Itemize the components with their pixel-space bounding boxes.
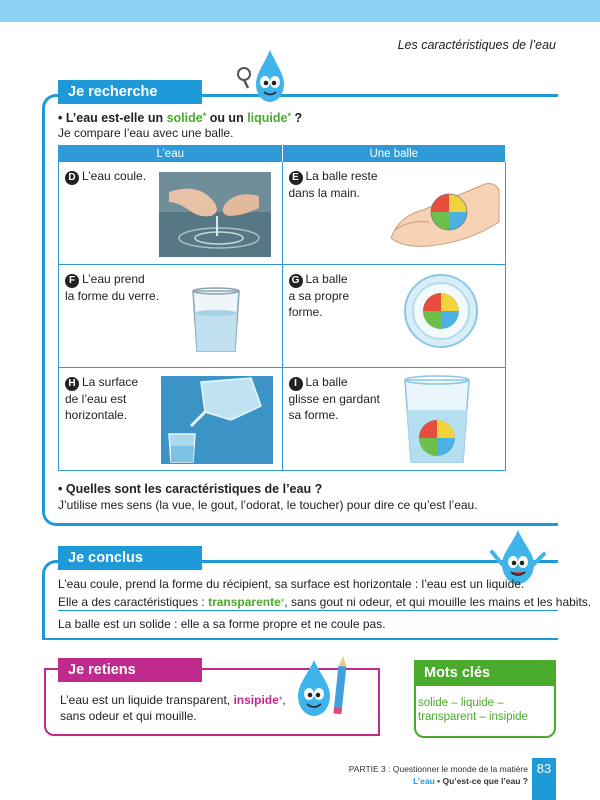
comparison-table bbox=[58, 145, 506, 471]
footer-chapter: L’eau • Qu’est-ce que l’eau ? bbox=[413, 776, 528, 786]
ball-in-dish-picture bbox=[403, 273, 479, 349]
page-number: 83 bbox=[532, 758, 556, 800]
column-header-balle: Une balle bbox=[282, 146, 506, 162]
retiens-tab: Je retiens bbox=[58, 658, 202, 682]
droplet-mascot-magnifier bbox=[230, 48, 296, 104]
glass-of-water-picture bbox=[189, 287, 243, 355]
table-cell: G La balle a sa propre forme. bbox=[282, 265, 506, 368]
table-cell: E La balle reste dans la main. bbox=[282, 162, 506, 265]
table-cell: F L’eau prend la forme du verre. bbox=[59, 265, 283, 368]
droplet-mascot-pencil bbox=[288, 656, 352, 722]
letter-badge: G bbox=[289, 274, 303, 288]
mots-cles-line-1: solide – liquide – bbox=[418, 697, 504, 709]
ball-in-hand-picture bbox=[389, 176, 501, 250]
question-solide-liquide: • L’eau est-elle un solide* ou un liquide* ? bbox=[58, 111, 303, 125]
table-cell: I La balle glisse en gardant sa forme. bbox=[282, 368, 506, 471]
letter-badge: D bbox=[65, 171, 79, 185]
recherche-tab: Je recherche bbox=[58, 80, 202, 104]
column-header-eau: L’eau bbox=[59, 146, 283, 162]
letter-badge: E bbox=[289, 171, 303, 185]
retiens-line-1: L’eau est un liquide transparent, insipide*, bbox=[60, 693, 286, 707]
hands-water-photo bbox=[159, 172, 271, 257]
letter-badge: H bbox=[65, 377, 79, 391]
conclus-line-1: L’eau coule, prend la forme du récipient, sa surface est horizontale : l’eau est un liquide. bbox=[58, 577, 525, 591]
mots-cles-tab: Mots clés bbox=[414, 660, 556, 686]
intro-text: Je compare l’eau avec une balle. bbox=[58, 126, 234, 140]
letter-badge: I bbox=[289, 377, 303, 391]
question-caracteristiques: • Quelles sont les caractéristiques de l’eau ? bbox=[58, 482, 323, 496]
pouring-water-photo bbox=[161, 376, 273, 464]
footer-part: PARTIE 3 : Questionner le monde de la matière bbox=[348, 764, 528, 774]
top-color-band bbox=[0, 0, 600, 22]
chapter-title: Les caractéristiques de l’eau bbox=[397, 38, 556, 52]
conclus-line-3: La balle est un solide : elle a sa forme propre et ne coule pas. bbox=[58, 617, 386, 631]
conclus-tab: Je conclus bbox=[58, 546, 202, 570]
conclus-line-2: Elle a des caractéristiques : transparente*, sans gout ni odeur, et qui mouille les mains et les habits. bbox=[58, 595, 592, 609]
letter-badge: F bbox=[65, 274, 79, 288]
mots-cles-line-2: transparent – insipide bbox=[418, 711, 528, 723]
conclus-divider bbox=[58, 610, 558, 611]
ball-in-water-glass-picture bbox=[401, 374, 473, 466]
table-cell: H La surface de l’eau est horizontale. bbox=[59, 368, 283, 471]
retiens-line-2: sans odeur et qui mouille. bbox=[60, 709, 197, 723]
sens-text: J’utilise mes sens (la vue, le gout, l’odorat, le toucher) pour dire ce qu’est l’eau. bbox=[58, 498, 478, 512]
table-cell: D L’eau coule. bbox=[59, 162, 283, 265]
conclus-bottom-rule bbox=[42, 638, 558, 640]
